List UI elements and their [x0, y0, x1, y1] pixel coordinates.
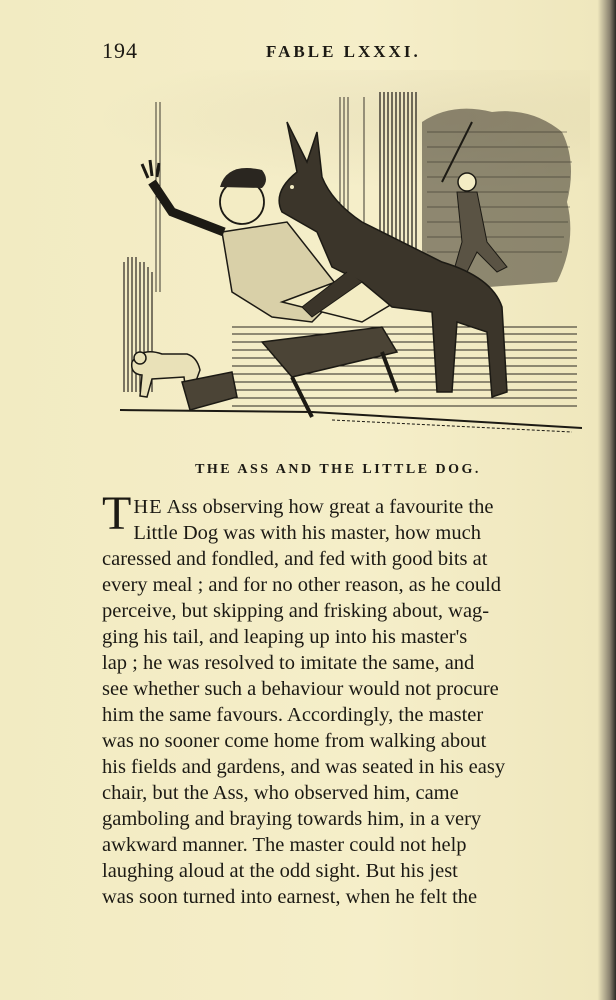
text-line: Little Dog was with his master, how much: [133, 522, 481, 544]
illustration-caption: [0, 462, 616, 478]
drop-cap: T: [102, 487, 132, 540]
fable-text: [102, 487, 590, 910]
running-title: FABLE LXXXI.: [266, 42, 421, 61]
text-line: every meal ; and for no other reason, as he could: [102, 574, 502, 596]
woodcut-engraving-icon: [112, 92, 582, 442]
first-word-rest: HE: [133, 496, 163, 518]
text-line: caressed and fondled, and fed with good bits at: [102, 548, 488, 570]
text-line: ging his tail, and leaping up into his master's: [102, 626, 468, 648]
page-number: 194: [102, 38, 138, 63]
line-text: Ass observing how great a favourite the: [162, 496, 494, 518]
text-line: perceive, but skipping and frisking about, wag-: [102, 600, 490, 622]
text-line: gamboling and braying towards him, in a very: [102, 808, 482, 830]
text-line: chair, but the Ass, who observed him, came: [102, 782, 459, 804]
text-line: was soon turned into earnest, when he felt the: [102, 886, 478, 908]
text-line: [133, 494, 590, 520]
caption-text: THE ASS AND THE LITTLE DOG.: [195, 462, 481, 477]
text-line: was no sooner come home from walking about: [102, 730, 487, 752]
text-line: laughing aloud at the odd sight. But his jest: [102, 860, 458, 882]
text-line: his fields and gardens, and was seated in his easy: [102, 756, 506, 778]
text-line: him the same favours. Accordingly, the master: [102, 704, 484, 726]
running-head: [102, 38, 582, 68]
text-line: awkward manner. The master could not help: [102, 834, 467, 856]
text-line: lap ; he was resolved to imitate the same, and: [102, 652, 475, 674]
text-line: see whether such a behaviour would not procure: [102, 678, 499, 700]
